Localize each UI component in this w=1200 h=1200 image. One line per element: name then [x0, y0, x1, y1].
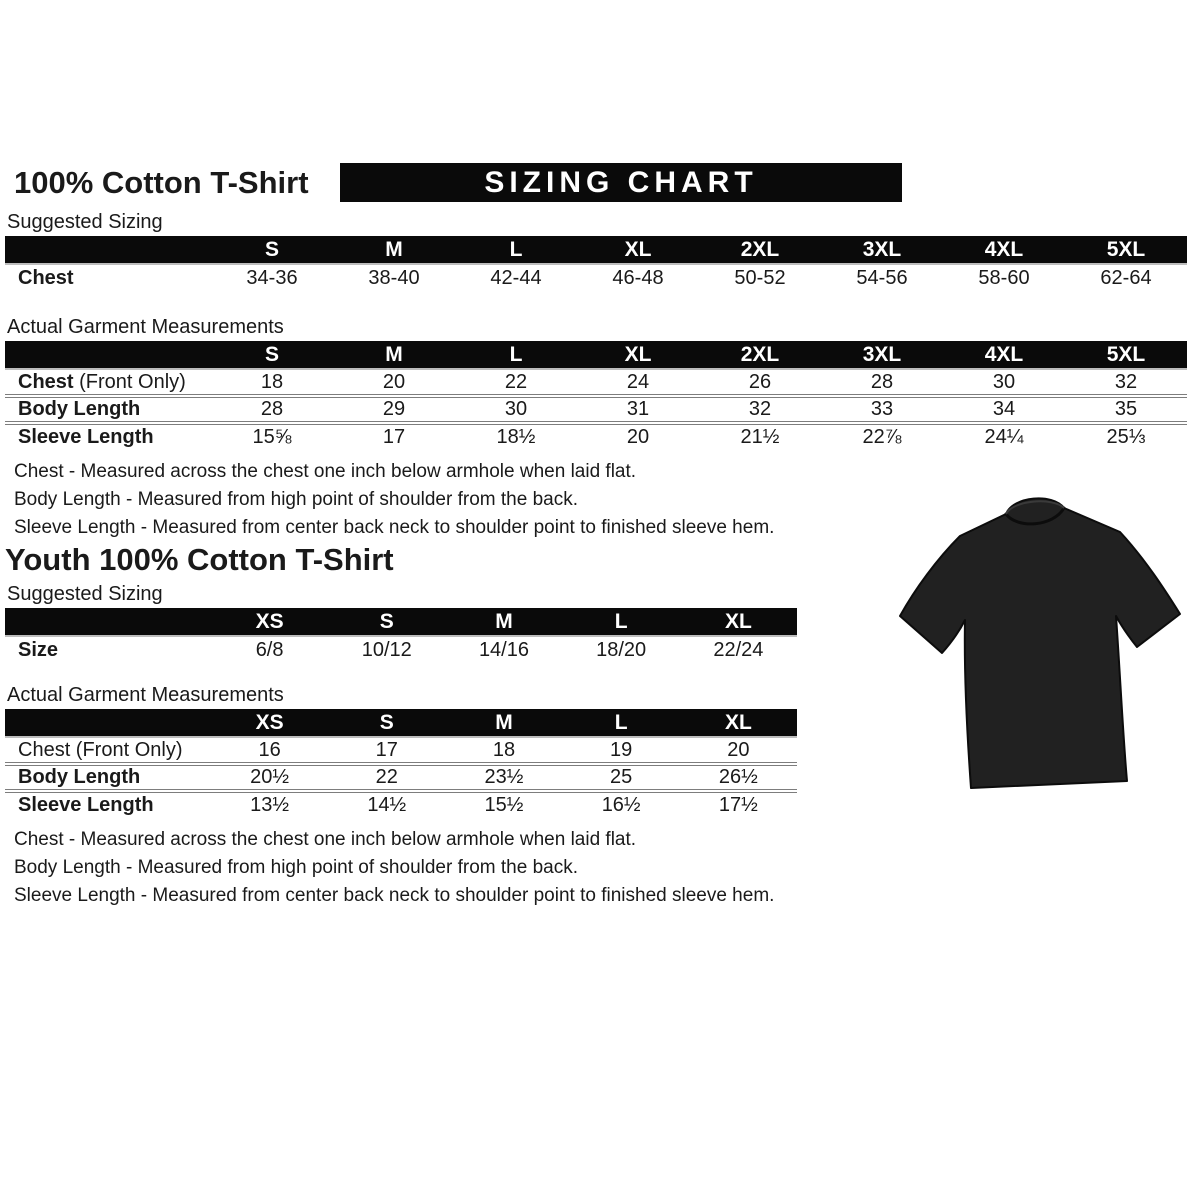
- cell: 20: [577, 423, 699, 450]
- table-row-chest: [5, 737, 797, 764]
- cell: 18: [260, 370, 284, 393]
- cell: 24¼: [943, 423, 1065, 450]
- cell: 34: [943, 396, 1065, 423]
- adult-suggested-sizing-label: Suggested Sizing: [7, 211, 163, 233]
- table-row-body-length: [5, 764, 797, 791]
- table-header-row: [5, 341, 1187, 369]
- note-chest: Chest - Measured across the chest one inch below armhole when laid flat.: [14, 461, 637, 482]
- header-cell: 3XL: [821, 341, 943, 369]
- row-label: Sleeve Length: [5, 423, 211, 450]
- youth-section-title: Youth 100% Cotton T-Shirt: [5, 542, 394, 577]
- youth-suggested-sizing-label: Suggested Sizing: [7, 583, 163, 605]
- youth-suggested-sizing-table: [5, 608, 797, 663]
- header-cell: 3XL: [821, 236, 943, 264]
- cell: 25⅓: [1065, 423, 1187, 450]
- cell: 25: [563, 764, 680, 791]
- cell: 26: [748, 370, 772, 393]
- cell: 62-64: [1100, 266, 1152, 289]
- cell: 20½: [211, 764, 328, 791]
- cell: 29: [333, 396, 455, 423]
- header-cell: 4XL: [943, 341, 1065, 369]
- cell: 10/12: [361, 638, 412, 661]
- header-cell-empty: [5, 608, 211, 636]
- header-cell: XL: [577, 236, 699, 264]
- table-header-row: [5, 236, 1187, 264]
- header-cell: 2XL: [699, 341, 821, 369]
- cell: 22: [504, 370, 528, 393]
- header-cell: XL: [577, 341, 699, 369]
- header-cell: XS: [211, 709, 328, 737]
- table-row-chest: [5, 369, 1187, 396]
- cell: 42-44: [490, 266, 542, 289]
- cell: 50-52: [734, 266, 786, 289]
- header-cell-empty: [5, 236, 211, 264]
- adult-suggested-sizing-table: [5, 236, 1187, 291]
- sizing-chart-banner: SIZING CHART: [340, 163, 902, 202]
- cell: 17: [333, 423, 455, 450]
- cell: 18: [492, 738, 516, 761]
- row-label: Body Length: [5, 764, 211, 791]
- note-chest: Chest - Measured across the chest one inch below armhole when laid flat.: [14, 829, 637, 850]
- header-cell: L: [455, 341, 577, 369]
- black-tshirt-image: [893, 487, 1195, 809]
- cell: 38-40: [368, 266, 420, 289]
- cell: 28: [211, 396, 333, 423]
- cell: 35: [1065, 396, 1187, 423]
- tshirt-icon: [893, 487, 1195, 809]
- page-header: [5, 163, 1195, 203]
- header-cell: M: [333, 236, 455, 264]
- header-cell: M: [445, 709, 562, 737]
- cell: 46-48: [612, 266, 664, 289]
- header-cell: L: [563, 709, 680, 737]
- cell: 54-56: [856, 266, 908, 289]
- table-header-row: [5, 608, 797, 636]
- cell: 24: [626, 370, 650, 393]
- header-cell: XL: [680, 608, 797, 636]
- header-cell: 5XL: [1065, 341, 1187, 369]
- header-cell: L: [455, 236, 577, 264]
- youth-actual-measurements-table: [5, 709, 797, 818]
- row-label-suffix: (Front Only): [73, 370, 186, 393]
- cell: 18/20: [596, 638, 647, 661]
- header-cell: 5XL: [1065, 236, 1187, 264]
- header-cell: S: [328, 608, 445, 636]
- row-label: Sleeve Length: [5, 791, 211, 818]
- cell: 6/8: [255, 638, 284, 661]
- cell: 32: [699, 396, 821, 423]
- cell: 20: [727, 738, 750, 761]
- note-body-length: Body Length - Measured from high point of shoulder from the back.: [14, 489, 578, 510]
- header-cell: XL: [680, 709, 797, 737]
- header-cell: L: [563, 608, 680, 636]
- cell: 15½: [445, 791, 562, 818]
- table-row-sleeve-length: [5, 791, 797, 818]
- cell: 26½: [680, 764, 797, 791]
- cell: 16½: [563, 791, 680, 818]
- cell: 23½: [445, 764, 562, 791]
- header-cell: 4XL: [943, 236, 1065, 264]
- table-header-row: [5, 709, 797, 737]
- adult-actual-measurements-table: [5, 341, 1187, 450]
- header-cell: 2XL: [699, 236, 821, 264]
- cell: 17: [375, 738, 398, 761]
- cell: 14½: [328, 791, 445, 818]
- youth-actual-measurements-label: Actual Garment Measurements: [7, 684, 284, 706]
- row-label: Size: [18, 638, 59, 661]
- row-label: Body Length: [5, 396, 211, 423]
- table-row-sleeve-length: [5, 423, 1187, 450]
- cell: 22: [328, 764, 445, 791]
- row-label-main: Chest: [18, 370, 74, 393]
- cell: 31: [577, 396, 699, 423]
- table-row-size: [5, 636, 797, 663]
- cell: 13½: [211, 791, 328, 818]
- header-cell: M: [445, 608, 562, 636]
- header-cell-empty: [5, 341, 211, 369]
- header-cell: S: [328, 709, 445, 737]
- note-sleeve-length: Sleeve Length - Measured from center back neck to shoulder point to finished sleeve hem.: [14, 517, 775, 538]
- cell: 21½: [699, 423, 821, 450]
- cell: 17½: [680, 791, 797, 818]
- cell: 34-36: [246, 266, 298, 289]
- cell: 32: [1114, 370, 1138, 393]
- youth-measurement-notes: [5, 826, 1195, 910]
- header-cell-empty: [5, 709, 211, 737]
- cell: 22⅞: [821, 423, 943, 450]
- cell: 30: [455, 396, 577, 423]
- note-body-length: Body Length - Measured from high point of shoulder from the back.: [14, 857, 578, 878]
- cell: 58-60: [978, 266, 1030, 289]
- cell: 22/24: [713, 638, 764, 661]
- cell: 14/16: [478, 638, 529, 661]
- header-cell: S: [211, 341, 333, 369]
- page-title: 100% Cotton T-Shirt: [14, 165, 309, 200]
- cell: 16: [258, 738, 281, 761]
- header-cell: M: [333, 341, 455, 369]
- row-label: Chest (Front Only): [18, 738, 183, 761]
- row-label: Chest: [18, 266, 74, 289]
- cell: 20: [382, 370, 406, 393]
- header-cell: S: [211, 236, 333, 264]
- cell: 33: [821, 396, 943, 423]
- note-sleeve-length: Sleeve Length - Measured from center back neck to shoulder point to finished sleeve hem.: [14, 885, 775, 906]
- cell: 28: [870, 370, 894, 393]
- row-label: [5, 369, 211, 396]
- cell: 18½: [455, 423, 577, 450]
- cell: 15⅝: [211, 423, 333, 450]
- adult-actual-measurements-label: Actual Garment Measurements: [7, 316, 284, 338]
- cell: 30: [992, 370, 1016, 393]
- header-cell: XS: [211, 608, 328, 636]
- table-row-chest: [5, 264, 1187, 291]
- cell: 19: [610, 738, 633, 761]
- table-row-body-length: [5, 396, 1187, 423]
